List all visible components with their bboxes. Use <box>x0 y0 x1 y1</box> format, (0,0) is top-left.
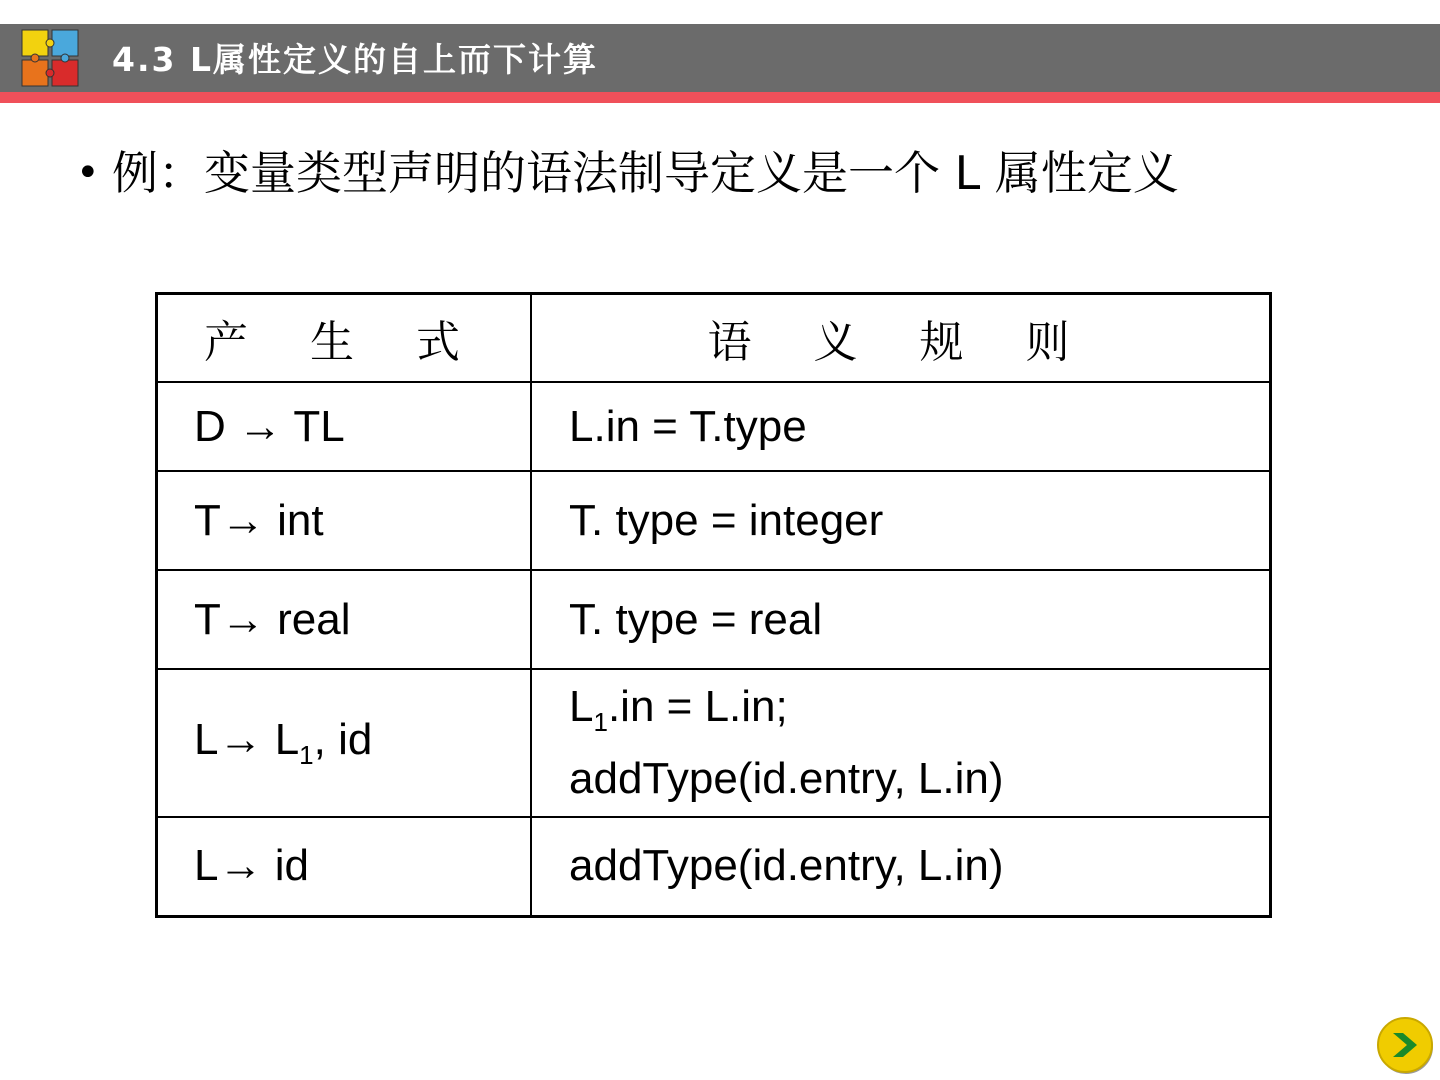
bullet-dot-icon: • <box>76 150 100 196</box>
semantic-rule-cell: L.in = T.type <box>531 382 1271 471</box>
production-cell: L→ id <box>157 817 532 916</box>
semantic-rule-cell: T. type = real <box>531 570 1271 669</box>
table-row <box>157 817 1271 916</box>
table-row <box>157 471 1271 570</box>
semantic-rule-line <box>569 671 1268 743</box>
bullet-text: 例：变量类型声明的语法制导定义是一个 L 属性定义 <box>112 146 1179 200</box>
semantic-rule-cell: T. type = integer <box>531 471 1271 570</box>
slide-title: 4.3 L属性定义的自上而下计算 <box>112 40 598 79</box>
next-slide-button[interactable] <box>1375 1015 1435 1075</box>
production-cell: T→ int <box>157 471 532 570</box>
jigsaw-puzzle-logo-icon <box>20 28 80 88</box>
semantic-rule-cell: addType(id.entry, L.in) <box>531 817 1271 916</box>
subscript: 1 <box>593 706 608 737</box>
subscript: 1 <box>299 739 314 770</box>
syntax-directed-definition-table <box>155 292 1272 918</box>
production-text: L→ L <box>194 715 300 765</box>
semantic-rule-cell <box>531 669 1271 817</box>
rule-text-tail: .in = L.in; <box>607 682 788 731</box>
production-cell <box>157 669 532 817</box>
bullet-item <box>76 140 1179 206</box>
production-cell: T→ real <box>157 570 532 669</box>
production-cell: D → TL <box>157 382 532 471</box>
table-header-row <box>157 294 1271 383</box>
table-row <box>157 570 1271 669</box>
column-header-production: 产 生 式 <box>157 294 532 383</box>
header-accent-stripe <box>0 92 1440 103</box>
rule-text: L <box>569 682 594 731</box>
semantic-rule-line: addType(id.entry, L.in) <box>569 754 1004 803</box>
table-row <box>157 669 1271 817</box>
column-header-semantic-rule: 语 义 规 则 <box>531 294 1271 383</box>
table-row <box>157 382 1271 471</box>
production-text-tail: , id <box>313 715 373 765</box>
